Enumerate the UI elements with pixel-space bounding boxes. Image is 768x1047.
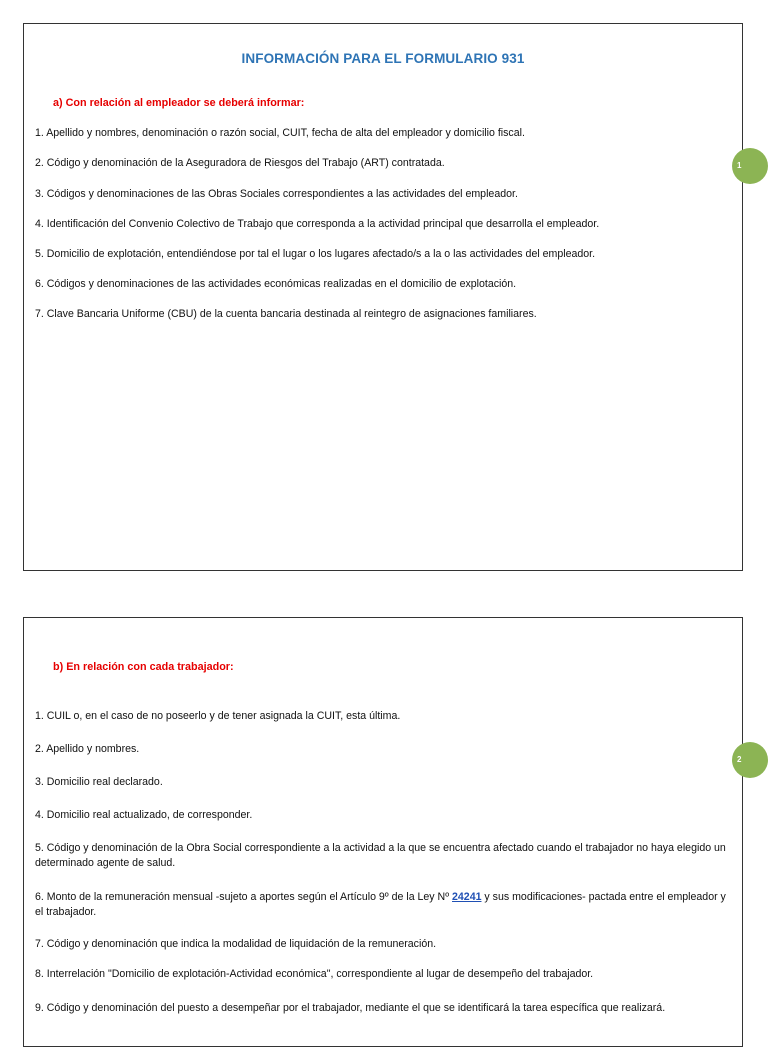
list-item: 7. Código y denominación que indica la modalidad de liquidación de la remuneración. <box>35 938 437 950</box>
law-link[interactable]: 24241 <box>452 891 482 903</box>
document-page-1 <box>23 23 743 571</box>
section-heading-employer: a) Con relación al empleador se deberá informar: <box>53 97 305 109</box>
list-item <box>35 890 735 920</box>
list-item: 2. Código y denominación de la Aseguradora de Riesgos del Trabajo (ART) contratada. <box>35 157 445 169</box>
list-item: 3. Domicilio real declarado. <box>35 776 163 788</box>
list-item: 9. Código y denominación del puesto a desempeñar por el trabajador, mediante el que se identificará la tarea específica que realizará. <box>35 1002 666 1014</box>
list-item-text: y sus modificaciones- pactada entre el empleador y el trabajador. <box>35 891 726 918</box>
list-item: 1. Apellido y nombres, denominación o razón social, CUIT, fecha de alta del empleador y domicilio fiscal. <box>35 127 525 139</box>
list-item: 5. Código y denominación de la Obra Social correspondiente a la actividad a la que se encuentra afectado cuando el trabajador no haya elegido un determinado agente de salud. <box>35 842 726 869</box>
document-page-2 <box>23 617 743 1047</box>
list-item: 5. Domicilio de explotación, entendiéndose por tal el lugar o los lugares afectado/s a la o las actividades del empleador. <box>35 248 596 260</box>
list-item: 1. CUIL o, en el caso de no poseerlo y de tener asignada la CUIT, esta última. <box>35 710 401 722</box>
list-item: 4. Identificación del Convenio Colectivo de Trabajo que corresponda a la actividad principal que desarrolla el empleador. <box>35 218 600 230</box>
list-item: 8. Interrelación "Domicilio de explotación-Actividad económica", correspondiente al lugar de desempeño del trabajador. <box>35 968 594 980</box>
list-item: 4. Domicilio real actualizado, de corresponder. <box>35 809 253 821</box>
list-item: 3. Códigos y denominaciones de las Obras Sociales correspondientes a las actividades del empleador. <box>35 188 518 200</box>
section-heading-worker: b) En relación con cada trabajador: <box>53 661 234 673</box>
list-item: 6. Códigos y denominaciones de las actividades económicas realizadas en el domicilio de explotación. <box>35 278 517 290</box>
list-item-text: 6. Monto de la remuneración mensual -sujeto a aportes según el Artículo 9º de la Ley Nº <box>35 891 453 903</box>
list-item: 7. Clave Bancaria Uniforme (CBU) de la cuenta bancaria destinada al reintegro de asignaciones familiares. <box>35 308 537 320</box>
document-title: INFORMACIÓN PARA EL FORMULARIO 931 <box>241 51 525 66</box>
list-item: 2. Apellido y nombres. <box>35 743 140 755</box>
page-number-badge: 2 <box>732 742 768 778</box>
page-number-badge: 1 <box>732 148 768 184</box>
